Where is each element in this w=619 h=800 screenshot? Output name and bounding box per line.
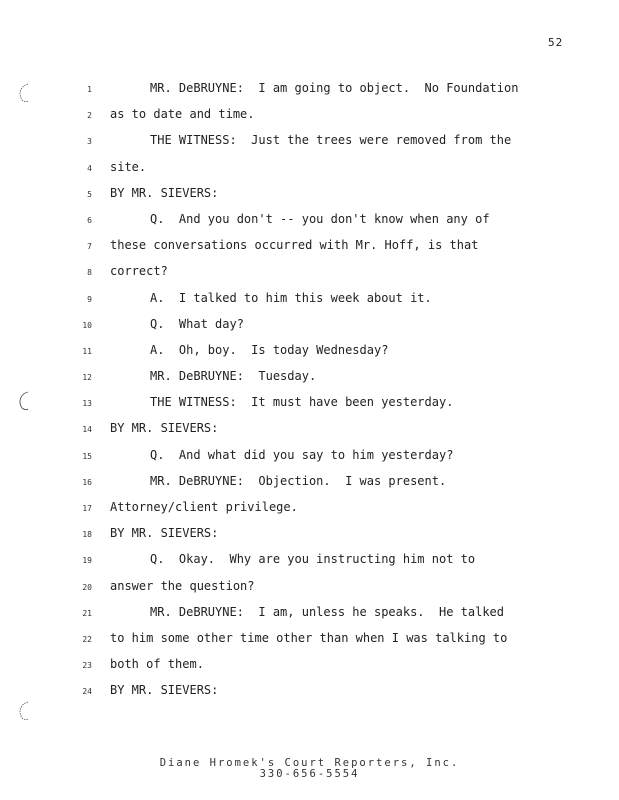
transcript-line (0, 80, 619, 106)
transcript-line (0, 185, 619, 211)
transcript-line (0, 368, 619, 394)
transcript-line (0, 263, 619, 289)
line-number: 7 (87, 242, 92, 252)
line-text: Q. What day? (150, 316, 244, 331)
line-text: MR. DeBRUYNE: I am, unless he speaks. He talked (150, 604, 505, 619)
transcript-line (0, 159, 619, 185)
transcript-line (0, 682, 619, 708)
line-number: 8 (87, 268, 92, 278)
transcript-body (0, 80, 619, 709)
line-text: A. Oh, boy. Is today Wednesday? (150, 342, 389, 357)
line-text: BY MR. SIEVERS: (110, 683, 219, 698)
transcript-line (0, 499, 619, 525)
line-number: 16 (82, 477, 92, 487)
line-text: to him some other time other than when I was talking to (110, 630, 508, 645)
line-text: Q. And what did you say to him yesterday? (150, 447, 454, 462)
transcript-line (0, 342, 619, 368)
page-footer (0, 758, 619, 780)
line-number: 23 (82, 661, 92, 671)
transcript-line (0, 656, 619, 682)
line-text: A. I talked to him this week about it. (150, 290, 432, 305)
line-text: MR. DeBRUYNE: Tuesday. (150, 369, 317, 384)
line-number: 3 (87, 137, 92, 147)
transcript-line (0, 578, 619, 604)
line-number: 10 (82, 320, 92, 330)
line-number: 18 (82, 530, 92, 540)
line-text: Q. And you don't -- you don't know when any of (150, 211, 490, 226)
transcript-line (0, 316, 619, 342)
line-number: 1 (87, 85, 92, 94)
line-number: 22 (82, 634, 92, 644)
line-text: BY MR. SIEVERS: (110, 185, 219, 200)
line-text: site. (110, 159, 147, 174)
transcript-line (0, 630, 619, 656)
line-text: as to date and time. (110, 107, 255, 122)
line-text: BY MR. SIEVERS: (110, 526, 219, 541)
line-text: these conversations occurred with Mr. Hoff, is that (110, 238, 479, 253)
line-text: MR. DeBRUYNE: I am going to object. No Foundation (150, 81, 519, 95)
transcript-line (0, 420, 619, 446)
line-number: 19 (82, 556, 92, 566)
transcript-line (0, 132, 619, 158)
transcript-line (0, 211, 619, 237)
line-number: 4 (87, 163, 92, 173)
line-number: 14 (82, 425, 92, 435)
line-text: THE WITNESS: It must have been yesterday. (150, 395, 454, 410)
transcript-line (0, 237, 619, 263)
line-text: correct? (110, 264, 168, 279)
line-number: 20 (82, 582, 92, 592)
transcript-line (0, 525, 619, 551)
transcript-line (0, 447, 619, 473)
transcript-line (0, 290, 619, 316)
court-reporter-name: Diane Hromek's Court Reporters, Inc. (159, 757, 460, 769)
court-reporter-phone: 330-656-5554 (259, 768, 360, 780)
transcript-line (0, 106, 619, 132)
line-number: 13 (82, 399, 92, 409)
line-number: 11 (82, 346, 92, 356)
line-number: 12 (82, 373, 92, 383)
line-text: Q. Okay. Why are you instructing him not to (150, 552, 476, 567)
line-number: 17 (82, 504, 92, 513)
line-number: 24 (82, 687, 92, 697)
line-text: MR. DeBRUYNE: Objection. I was present. (150, 473, 447, 488)
line-number: 9 (87, 294, 92, 304)
line-number: 15 (82, 451, 92, 461)
line-text: THE WITNESS: Just the trees were removed from the (150, 133, 512, 148)
line-number: 21 (82, 608, 92, 618)
line-text: both of them. (110, 657, 204, 672)
line-number: 6 (87, 215, 92, 225)
line-text: answer the question? (110, 578, 255, 593)
transcript-line (0, 604, 619, 630)
line-number: 2 (87, 111, 92, 121)
line-text: BY MR. SIEVERS: (110, 421, 219, 436)
line-number: 5 (87, 189, 92, 199)
page-number: 52 (548, 36, 564, 49)
line-text: Attorney/client privilege. (110, 500, 298, 514)
transcript-line (0, 473, 619, 499)
transcript-line (0, 394, 619, 420)
transcript-line (0, 551, 619, 577)
